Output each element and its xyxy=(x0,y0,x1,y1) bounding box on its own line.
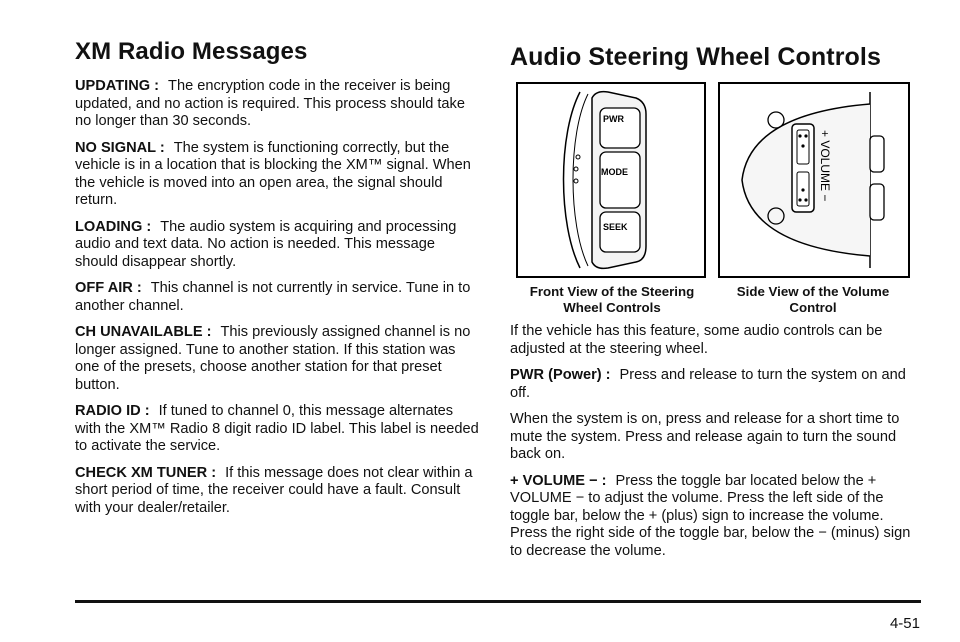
control-pwr-mute xyxy=(510,411,920,464)
message-updating xyxy=(75,78,480,131)
description: The system is functioning correctly, but the vehicle is in a location that is blocking the XM™ signal. When the vehicle is moved into an open area, the signal should return. xyxy=(75,139,471,208)
message-check-xm-tuner xyxy=(75,465,480,518)
term: CH UNAVAILABLE : xyxy=(75,324,212,340)
control-volume xyxy=(510,473,920,561)
message-off-air xyxy=(75,280,480,315)
front-view-figure xyxy=(516,82,706,278)
footer-rule xyxy=(75,600,921,603)
front-view-caption: Front View of the Steering Wheel Controls xyxy=(529,284,695,315)
message-loading xyxy=(75,219,480,272)
audio-steering-wheel-controls-heading: Audio Steering Wheel Controls xyxy=(510,43,881,71)
message-radio-id xyxy=(75,403,480,456)
left-column xyxy=(75,38,480,526)
figures xyxy=(510,82,920,320)
message-no-signal xyxy=(75,140,480,210)
term: RADIO ID : xyxy=(75,403,150,419)
volume-label: + VOLUME − xyxy=(818,130,832,202)
xm-radio-messages-heading: XM Radio Messages xyxy=(75,38,308,65)
control-pwr xyxy=(510,367,920,402)
seek-button-label: SEEK xyxy=(603,222,628,232)
description: Press and release to turn the system on and off. xyxy=(510,367,906,401)
term: UPDATING : xyxy=(75,78,160,94)
term: + VOLUME − : xyxy=(510,472,607,489)
term: NO SIGNAL : xyxy=(75,139,165,156)
side-view-caption: Side View of the Volume Control xyxy=(736,284,890,315)
right-column xyxy=(510,38,920,569)
term: LOADING : xyxy=(75,218,152,235)
page-number: 4-51 xyxy=(889,615,920,632)
message-ch-unavailable xyxy=(75,324,480,394)
intro-paragraph: If the vehicle has this feature, some audio controls can be adjusted at the steering wheel. xyxy=(510,323,883,357)
volume-control-illustration xyxy=(720,84,908,276)
description: This previously assigned channel is no longer assigned. Tune to another station. If this station was one of the presets, choose another station for that preset button. xyxy=(75,324,471,393)
description: This channel is not currently in service. Tune in to another channel. xyxy=(75,280,471,314)
term: OFF AIR : xyxy=(75,280,142,296)
description: If this message does not clear within a short period of time, the receiver could have a fault. Consult with your dealer/retailer. xyxy=(75,464,473,516)
description: If tuned to channel 0, this message alternates with the XM™ Radio 8 digit radio ID label. This label is needed to activate the service. xyxy=(75,403,479,454)
pwr-button-label: PWR xyxy=(603,114,624,124)
side-view-figure xyxy=(718,82,910,278)
mode-button-label: MODE xyxy=(601,167,628,177)
description: When the system is on, press and release for a short time to mute the system. Press and release again to turn the sound back on. xyxy=(510,411,900,462)
description: Press the toggle bar located below the + VOLUME − to adjust the volume. Press the left side of the toggle bar, below the + (plus) sign to increase the volume. Press the right side of the toggle bar, below the − (minus) sign to decrease the volume. xyxy=(510,472,911,559)
steering-wheel-controls-illustration xyxy=(518,84,704,276)
description: The audio system is acquiring and processing audio and text data. No action is needed. This message should disappear shortly. xyxy=(75,218,457,270)
term: CHECK XM TUNER : xyxy=(75,464,217,481)
term: PWR (Power) : xyxy=(510,367,611,383)
description: The encryption code in the receiver is being updated, and no action is required. This process should take no longer than 30 seconds. xyxy=(75,78,465,129)
